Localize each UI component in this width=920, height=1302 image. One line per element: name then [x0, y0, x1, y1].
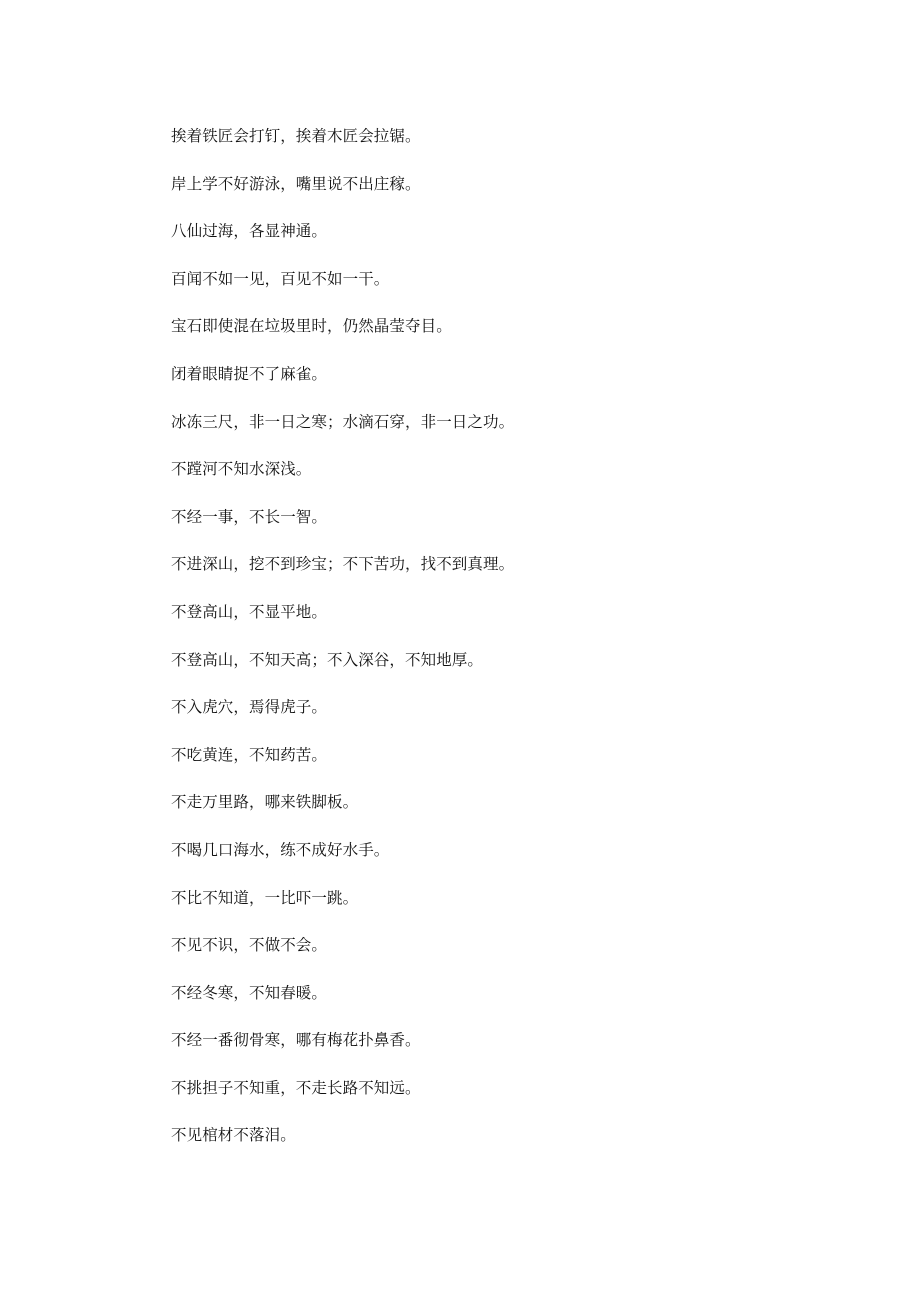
proverb-line: 不进深山，挖不到珍宝；不下苦功，找不到真理。 [171, 555, 515, 574]
proverb-line: 不比不知道，一比吓一跳。 [171, 888, 359, 907]
proverb-line: 闭着眼睛捉不了麻雀。 [171, 364, 328, 383]
proverb-line: 不挑担子不知重，不走长路不知远。 [171, 1078, 421, 1097]
proverb-line: 不见棺材不落泪。 [171, 1126, 296, 1145]
proverb-line: 挨着铁匠会打钉，挨着木匠会拉锯。 [171, 127, 421, 145]
proverb-line: 八仙过海，各显神通。 [171, 222, 328, 241]
proverb-line: 冰冻三尺，非一日之寒；水滴石穿，非一日之功。 [171, 412, 515, 431]
proverb-line: 不蹚河不知水深浅。 [171, 460, 312, 479]
proverb-line: 不登高山，不显平地。 [171, 602, 328, 621]
proverb-line: 不走万里路，哪来铁脚板。 [171, 793, 359, 812]
proverb-line: 不喝几口海水，练不成好水手。 [171, 840, 390, 859]
proverb-line: 百闻不如一见，百见不如一干。 [171, 269, 390, 288]
proverb-line: 岸上学不好游泳，嘴里说不出庄稼。 [171, 174, 421, 193]
proverb-line: 宝石即使混在垃圾里时，仍然晶莹夺目。 [171, 317, 452, 336]
proverb-list [171, 126, 851, 1173]
proverb-line: 不入虎穴，焉得虎子。 [171, 698, 328, 717]
proverb-line: 不登高山，不知天高；不入深谷，不知地厚。 [171, 650, 484, 669]
proverb-line: 不吃黄连，不知药苦。 [171, 745, 328, 764]
proverb-line: 不见不识，不做不会。 [171, 936, 328, 955]
proverb-line: 不经一事，不长一智。 [171, 507, 328, 526]
proverb-line: 不经一番彻骨寒，哪有梅花扑鼻香。 [171, 1031, 421, 1050]
proverb-line: 不经冬寒，不知春暖。 [171, 983, 328, 1002]
